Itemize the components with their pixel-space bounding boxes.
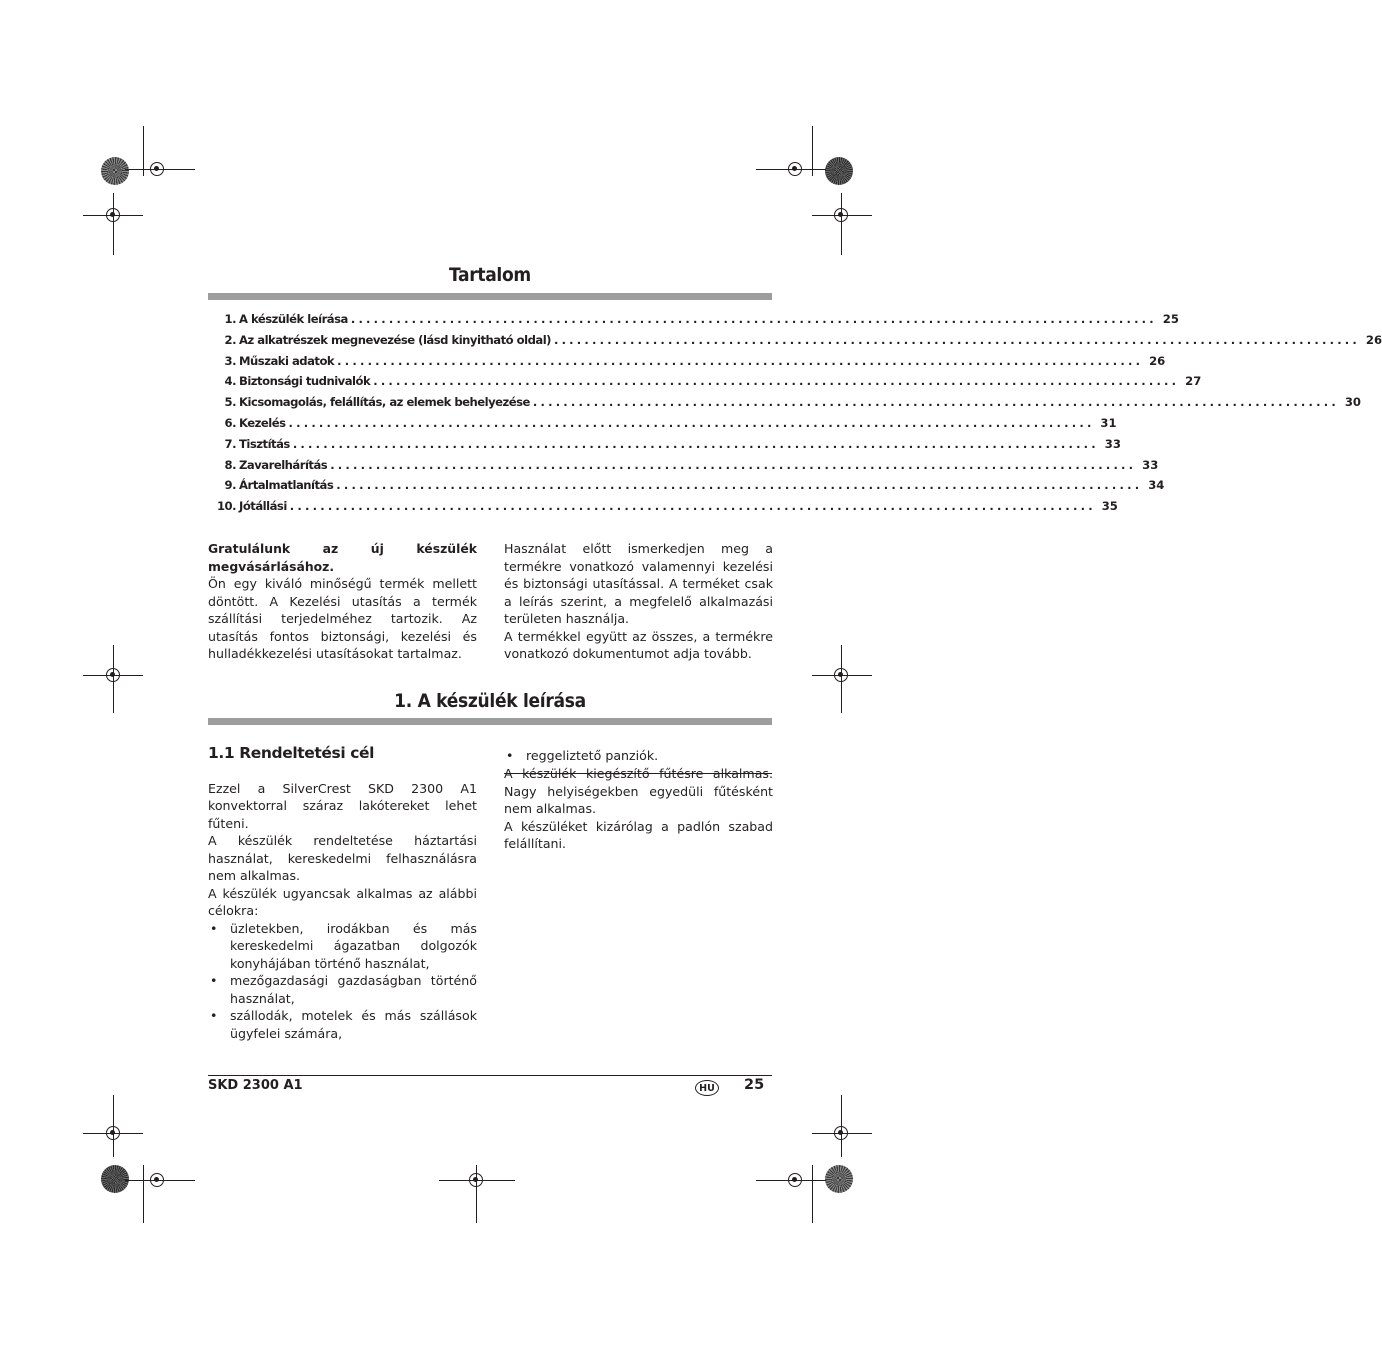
toc-leader-dots: .......................................................................................................... — [336, 478, 1143, 493]
toc-entry[interactable] — [208, 395, 1361, 416]
body-paragraph: A készüléket kizárólag a padlón szabad felállítani. — [504, 818, 773, 851]
toc-title: Tartalom — [449, 264, 531, 286]
toc-entry-number: 6. — [224, 415, 236, 430]
intro-left-column — [208, 540, 477, 663]
title-rule — [208, 293, 772, 300]
intro-right-column — [504, 540, 773, 663]
toc-entry-page: 30 — [1344, 395, 1361, 410]
intro-heading: Gratulálunk az új készülék megvásárlásához. — [208, 541, 477, 574]
toc-entry-title: Az alkatrészek megnevezése (lásd kinyitható oldal) — [239, 332, 551, 347]
bullet-icon: • — [210, 973, 218, 988]
toc-entry-number: 7. — [224, 436, 236, 451]
intro-paragraph: Használat előtt ismerkedjen meg a termékre vonatkozó valamennyi kezelési és biztonsági utasítással. A terméket csak a leírás szerint, a megfelelő alkalmazási területen használja. — [504, 541, 773, 626]
registration-target-icon — [788, 1173, 802, 1187]
toc-entry-number: 3. — [224, 353, 236, 368]
toc-entry-page: 26 — [1149, 353, 1166, 368]
registration-target-icon — [106, 668, 120, 682]
toc-entry-title: Zavarelhárítás — [239, 457, 328, 472]
toc-leader-dots: .......................................................................................................... — [350, 312, 1157, 326]
toc-leader-dots: .......................................................................................................... — [553, 332, 1361, 347]
registration-target-icon — [106, 1126, 120, 1140]
list-item: • mezőgazdasági gazdaságban történő használat, — [210, 973, 477, 1006]
toc-entry-page: 26 — [1365, 332, 1382, 347]
toc-entry-number: 5. — [224, 395, 236, 410]
toc-entry-title: Biztonsági tudnivalók — [239, 374, 371, 389]
toc-entry-title: Műszaki adatok — [239, 353, 335, 368]
toc-entry-number: 10. — [216, 499, 236, 514]
body-paragraph: A készülék kiegészítő fűtésre alkalmas. Nagy helyiségekben egyedüli fűtésként nem alkalmas. — [504, 766, 773, 816]
registration-target-icon — [834, 208, 848, 222]
toc-entry-page: 33 — [1142, 457, 1159, 472]
registration-target-icon — [106, 208, 120, 222]
toc-entry-page: 33 — [1104, 436, 1121, 451]
title-rule — [208, 718, 772, 725]
toc-entry-title: Jótállási — [239, 499, 287, 514]
toc-entry[interactable] — [208, 374, 1202, 395]
toc-entry[interactable] — [208, 312, 1179, 333]
toc-leader-dots: .......................................................................................................... — [289, 499, 1096, 514]
toc-entry-title: Kezelés — [239, 415, 286, 430]
crop-mark — [841, 193, 842, 255]
toc-entry[interactable] — [208, 353, 1166, 375]
toc-entry-number: 4. — [224, 374, 236, 389]
list-item: • üzletekben, irodákban és más kereskedelmi ágazatban dolgozók konyhájában történő használat, — [210, 920, 477, 971]
body-paragraph: A készülék rendeltetése háztartási használat, kereskedelmi felhasználásra nem alkalmas. — [208, 833, 477, 883]
page-number: 25 — [744, 1077, 765, 1093]
color-registration-icon — [101, 157, 129, 185]
list-item: • reggeliztető panziók. — [506, 748, 659, 763]
registration-target-icon — [834, 1126, 848, 1140]
footer-model: SKD 2300 A1 — [208, 1078, 303, 1093]
toc-entry-number: 1. — [224, 312, 236, 326]
toc-entry-title: Ártalmatlanítás — [239, 478, 334, 493]
section-title: 1. A készülék leírása — [394, 690, 586, 712]
toc-entry[interactable] — [208, 332, 1382, 354]
registration-target-icon — [150, 162, 164, 176]
color-registration-icon — [825, 157, 853, 185]
subsection-title: 1.1 Rendeltetési cél — [208, 744, 375, 762]
toc-entry[interactable] — [208, 415, 1117, 437]
toc-entry-page: 27 — [1185, 374, 1202, 389]
toc-entry-title: Kicsomagolás, felállítás, az elemek behelyezése — [239, 395, 530, 410]
registration-target-icon — [150, 1173, 164, 1187]
crop-mark — [812, 1165, 813, 1223]
toc-entry-page: 31 — [1100, 415, 1117, 430]
toc-entry-title: A készülék leírása — [239, 312, 348, 326]
toc-entry-page: 35 — [1101, 499, 1118, 514]
toc-entry-number: 2. — [224, 332, 236, 347]
intro-paragraph: Ön egy kiváló minőségű termék mellett döntött. A Kezelési utasítás a termék szállítási terjedelméhez tartozik. Az utasítás fontos biztonsági, kezelési és hulladékkezelési utasításokat tartalmaz. — [208, 576, 477, 661]
toc-leader-dots: .......................................................................................................... — [373, 374, 1180, 389]
section-right-column-text — [504, 765, 773, 853]
toc-entry[interactable] — [208, 499, 1118, 520]
list-item: • szállodák, motelek és más szállások ügyfelei számára, — [210, 1008, 477, 1041]
registration-target-icon — [834, 668, 848, 682]
section-right-column — [504, 747, 773, 765]
table-of-contents — [208, 312, 1382, 520]
body-paragraph: Ezzel a SilverCrest SKD 2300 A1 konvektorral száraz lakótereket lehet fűteni. — [208, 780, 477, 831]
toc-leader-dots: .......................................................................................................... — [292, 436, 1099, 451]
toc-entry[interactable] — [208, 457, 1159, 479]
toc-entry-page: 34 — [1148, 478, 1165, 493]
bullet-icon: • — [210, 1008, 218, 1023]
registration-target-icon — [469, 1173, 483, 1187]
toc-leader-dots: .......................................................................................................... — [532, 395, 1339, 410]
toc-entry-title: Tisztítás — [239, 436, 290, 451]
toc-leader-dots: .......................................................................................................... — [330, 457, 1137, 472]
footer-rule — [208, 1075, 772, 1076]
toc-leader-dots: .......................................................................................................... — [337, 353, 1144, 368]
color-registration-icon — [101, 1165, 129, 1193]
toc-entry[interactable] — [208, 478, 1165, 499]
toc-entry-number: 8. — [224, 457, 236, 472]
body-paragraph: A készülék ugyancsak alkalmas az alábbi célokra: — [208, 885, 477, 918]
bullet-icon: • — [506, 748, 514, 763]
section-left-column — [208, 745, 477, 1042]
toc-entry[interactable] — [208, 436, 1121, 458]
bullet-icon: • — [210, 920, 218, 936]
registration-target-icon — [788, 162, 802, 176]
crop-mark — [113, 193, 114, 255]
toc-entry-page: 25 — [1162, 312, 1179, 326]
crop-mark — [143, 1165, 144, 1223]
toc-leader-dots: .......................................................................................................... — [288, 415, 1095, 430]
color-registration-icon — [825, 1165, 853, 1193]
intro-paragraph: A termékkel együtt az összes, a termékre vonatkozó dokumentumot adja tovább. — [504, 628, 773, 661]
language-badge: HU — [695, 1080, 719, 1096]
toc-entry-number: 9. — [224, 478, 236, 493]
